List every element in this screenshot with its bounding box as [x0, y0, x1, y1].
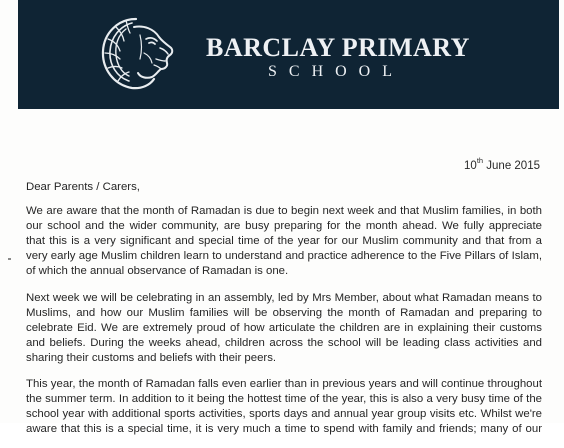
paragraph-line: of which the annual observance of Ramadan is one.: [26, 265, 289, 278]
paragraph-2: [26, 291, 542, 366]
paragraph-line: very early age Muslim children learn to understand and practice adherence to the Five Pillars of Islam,: [26, 250, 542, 263]
lion-head-icon: [96, 13, 180, 91]
date-month-year: June 2015: [483, 159, 540, 172]
paragraph-line: Muslims, and how our Muslim families will be observing the month of Ramadan and preparing to: [26, 306, 542, 319]
paragraph-line: and beliefs. During the weeks ahead, children across the school will be leading class activities and: [26, 336, 542, 349]
paragraph-line: celebrate Eid. We are extremely proud of how articulate the children are in explaining their customs: [26, 321, 542, 334]
paragraph-3: [26, 377, 542, 437]
paragraph-line: This year, the month of Ramadan falls even earlier than in previous years and will continue throughout: [26, 378, 542, 391]
school-subtitle: SCHOOL: [268, 63, 405, 80]
letter-body: [26, 180, 542, 448]
paragraph-1: [26, 204, 542, 279]
paragraph-line: that this is a very significant and special time of the year for our Muslim community and that from a: [26, 235, 542, 248]
paragraph-line: the summer term. In addition to it being the hottest time of the year, this is also a very busy time of the: [26, 393, 542, 406]
paragraph-line: Next week we will be celebrating in an assembly, led by Mrs Member, about what Ramadan means to: [26, 291, 542, 304]
salutation: Dear Parents / Carers,: [26, 181, 140, 193]
paragraph-line: aware that this is a special time, it is very much a time to spend with family and friends; many of our: [26, 423, 542, 436]
paragraph-line: sharing their customs and beliefs with their peers.: [26, 351, 277, 364]
paragraph-line: our school and the wider community, are busy preparing for the month ahead. We fully appreciate: [26, 220, 542, 233]
date-day: 10: [464, 159, 477, 172]
paragraph-line: school year with additional sports activities, sports days and annual year group visits etc. Whilst we're: [26, 408, 542, 421]
school-name: BARCLAY PRIMARY: [206, 33, 470, 62]
letterhead-banner: [18, 0, 559, 109]
date-suffix: th: [476, 156, 484, 165]
paragraph-line: We are aware that the month of Ramadan is due to begin next week and that Muslim families, in both: [26, 205, 542, 218]
margin-mark: [8, 258, 11, 260]
letter-date: [464, 157, 540, 172]
